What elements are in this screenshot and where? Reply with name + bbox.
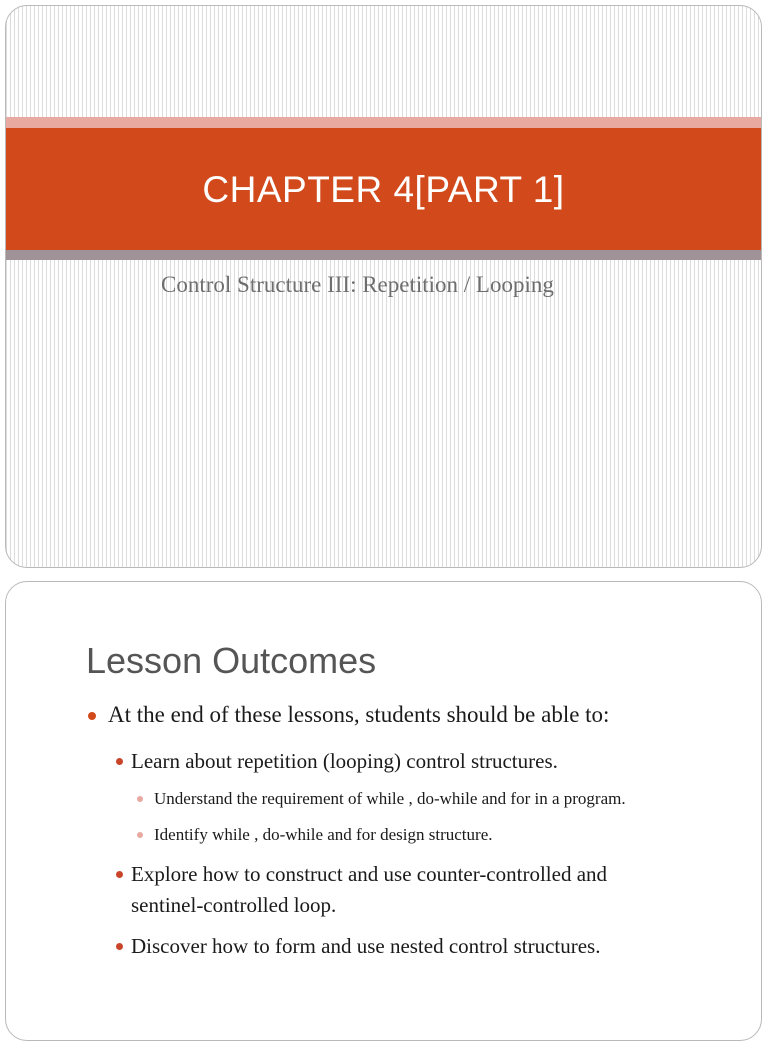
title-band-bottom-stripe <box>6 250 761 260</box>
title-band <box>6 128 761 250</box>
bullet-dot-icon <box>116 871 123 878</box>
bullet-level3 <box>154 789 626 809</box>
bullet-level3 <box>154 825 493 845</box>
slide-subtitle: Control Structure III: Repetition / Looping <box>161 272 554 297</box>
bullet-dot-icon <box>137 796 143 802</box>
bullet-dot-icon <box>116 758 123 765</box>
slide-heading: Lesson Outcomes <box>86 640 377 681</box>
bullet-text: Learn about repetition (looping) control structures. <box>131 749 558 773</box>
bullet-text: At the end of these lessons, students should be able to: <box>108 702 610 727</box>
bullet-dot-icon <box>137 832 143 838</box>
bullet-level2 <box>131 746 691 777</box>
lesson-outcomes-slide <box>5 581 762 1041</box>
bullet-text: Discover how to form and use nested control structures. <box>131 934 601 958</box>
title-band-top-stripe <box>6 117 761 128</box>
bullet-text: Identify while , do-while and for design structure. <box>154 825 493 844</box>
bullet-level2 <box>131 931 691 962</box>
bullet-dot-icon <box>88 712 96 720</box>
bullet-dot-icon <box>116 943 123 950</box>
bullet-level1 <box>108 702 609 728</box>
bullet-text: Explore how to construct and use counter-controlled and sentinel-controlled loop. <box>131 862 608 917</box>
bullet-text: Understand the requirement of while , do-while and for in a program. <box>154 789 626 808</box>
slide-title: CHAPTER 4[PART 1] <box>202 169 565 210</box>
title-slide <box>5 5 762 568</box>
bullet-level2 <box>131 859 671 921</box>
